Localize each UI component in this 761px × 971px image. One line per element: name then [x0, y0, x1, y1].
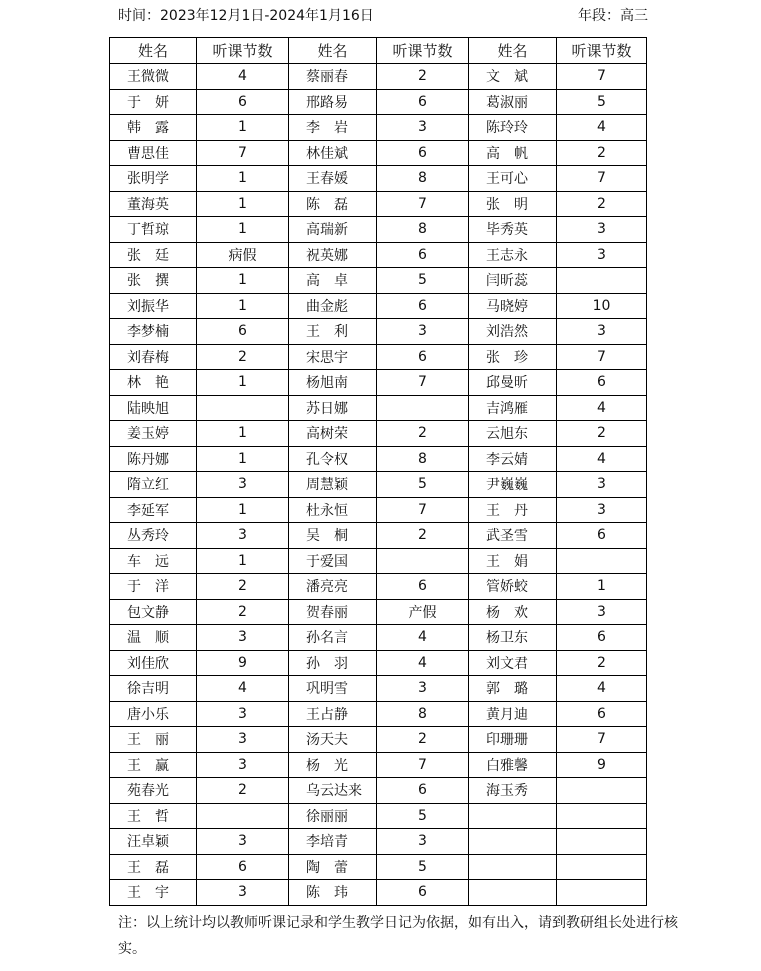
- lesson-count-cell: 3: [197, 472, 289, 498]
- teacher-name-cell: 陆映旭: [110, 395, 197, 421]
- lesson-count-cell: 7: [377, 497, 469, 523]
- lesson-count-cell: 7: [557, 344, 647, 370]
- lesson-count-cell: 3: [197, 523, 289, 549]
- header-name-3: 姓名: [469, 38, 557, 64]
- table-row: [110, 293, 647, 319]
- lesson-count-cell: 3: [557, 242, 647, 268]
- lesson-count-cell: 6: [557, 370, 647, 396]
- lesson-count-cell: 5: [557, 89, 647, 115]
- table-row: [110, 854, 647, 880]
- lesson-count-cell: 1: [197, 548, 289, 574]
- teacher-name-cell: 王 宇: [110, 880, 197, 906]
- table-row: [110, 727, 647, 753]
- teacher-name-cell: 海玉秀: [469, 778, 557, 804]
- header-name-1: 姓名: [110, 38, 197, 64]
- table-row: [110, 64, 647, 90]
- lesson-count-cell: 3: [377, 319, 469, 345]
- lesson-count-cell: 4: [197, 676, 289, 702]
- teacher-name-cell: 张 明: [469, 191, 557, 217]
- teacher-name-cell: 闫昕蕊: [469, 268, 557, 294]
- teacher-name-cell: 印珊珊: [469, 727, 557, 753]
- teacher-name-cell: 王微微: [110, 64, 197, 90]
- table-row: [110, 701, 647, 727]
- teacher-name-cell: 陈丹娜: [110, 446, 197, 472]
- teacher-name-cell: 葛淑丽: [469, 89, 557, 115]
- teacher-name-cell: 邢路易: [289, 89, 377, 115]
- lesson-count-cell: 6: [377, 242, 469, 268]
- lesson-count-cell: 6: [197, 89, 289, 115]
- table-row: [110, 472, 647, 498]
- lesson-count-cell: 3: [377, 676, 469, 702]
- header-count-3: 听课节数: [557, 38, 647, 64]
- teacher-name-cell: 林佳斌: [289, 140, 377, 166]
- lesson-count-cell: 6: [377, 574, 469, 600]
- teacher-name-cell: 董海英: [110, 191, 197, 217]
- table-row: [110, 370, 647, 396]
- teacher-name-cell: 陈 玮: [289, 880, 377, 906]
- lesson-count-cell: 1: [197, 268, 289, 294]
- teacher-name-cell: 刘春梅: [110, 344, 197, 370]
- lesson-count-cell: 7: [377, 191, 469, 217]
- lesson-count-cell: 2: [557, 140, 647, 166]
- teacher-name-cell: 邱曼昕: [469, 370, 557, 396]
- teacher-name-cell: 徐丽丽: [289, 803, 377, 829]
- lesson-count-cell: 6: [197, 854, 289, 880]
- lesson-count-cell: [557, 880, 647, 906]
- lesson-count-cell: 8: [377, 217, 469, 243]
- teacher-name-cell: 唐小乐: [110, 701, 197, 727]
- table-body: [110, 64, 647, 906]
- teacher-name-cell: 张 撰: [110, 268, 197, 294]
- table-row: [110, 574, 647, 600]
- lesson-count-cell: 10: [557, 293, 647, 319]
- lesson-count-cell: 3: [377, 115, 469, 141]
- teacher-name-cell: 尹巍巍: [469, 472, 557, 498]
- teacher-name-cell: 丁哲琼: [110, 217, 197, 243]
- teacher-name-cell: 云旭东: [469, 421, 557, 447]
- table-row: [110, 166, 647, 192]
- lesson-count-cell: 9: [197, 650, 289, 676]
- teacher-name-cell: 李梦楠: [110, 319, 197, 345]
- teacher-name-cell: 武圣雪: [469, 523, 557, 549]
- teacher-name-cell: 王可心: [469, 166, 557, 192]
- lesson-count-cell: 1: [197, 191, 289, 217]
- lesson-count-cell: 2: [377, 523, 469, 549]
- lesson-count-cell: [557, 829, 647, 855]
- table-row: [110, 217, 647, 243]
- teacher-name-cell: 高树荣: [289, 421, 377, 447]
- table-row: [110, 191, 647, 217]
- lesson-count-cell: 4: [197, 64, 289, 90]
- teacher-name-cell: 孙名言: [289, 625, 377, 651]
- table-row: [110, 89, 647, 115]
- teacher-name-cell: 刘文君: [469, 650, 557, 676]
- teacher-name-cell: [469, 854, 557, 880]
- teacher-name-cell: 张明学: [110, 166, 197, 192]
- table-row: [110, 599, 647, 625]
- teacher-name-cell: 宋思宇: [289, 344, 377, 370]
- teacher-name-cell: 杜永恒: [289, 497, 377, 523]
- teacher-name-cell: 蔡丽春: [289, 64, 377, 90]
- lesson-count-cell: [557, 854, 647, 880]
- teacher-name-cell: 贺春丽: [289, 599, 377, 625]
- lesson-count-cell: 7: [377, 752, 469, 778]
- lesson-count-cell: 5: [377, 472, 469, 498]
- teacher-name-cell: 刘浩然: [469, 319, 557, 345]
- lesson-count-cell: 6: [557, 523, 647, 549]
- teacher-name-cell: 吴 桐: [289, 523, 377, 549]
- teacher-name-cell: 于 妍: [110, 89, 197, 115]
- teacher-name-cell: 祝英娜: [289, 242, 377, 268]
- footnote: 注：以上统计均以教师听课记录和学生教学日记为依据，如有出入，请到教研组长处进行核实。: [118, 915, 678, 957]
- teacher-name-cell: 陈 磊: [289, 191, 377, 217]
- lesson-count-cell: [557, 268, 647, 294]
- lesson-count-cell: 2: [197, 778, 289, 804]
- header-name-2: 姓名: [289, 38, 377, 64]
- teacher-name-cell: 汤天夫: [289, 727, 377, 753]
- teacher-name-cell: 曹思佳: [110, 140, 197, 166]
- teacher-name-cell: 孔令权: [289, 446, 377, 472]
- lesson-count-cell: 1: [197, 421, 289, 447]
- attendance-table: [109, 37, 647, 906]
- lesson-count-cell: 3: [197, 701, 289, 727]
- lesson-count-cell: 6: [377, 778, 469, 804]
- teacher-name-cell: 杨卫东: [469, 625, 557, 651]
- header-count-1: 听课节数: [197, 38, 289, 64]
- teacher-name-cell: 高 帆: [469, 140, 557, 166]
- lesson-count-cell: 5: [377, 854, 469, 880]
- lesson-count-cell: 6: [377, 89, 469, 115]
- teacher-name-cell: 乌云达来: [289, 778, 377, 804]
- table-row: [110, 395, 647, 421]
- teacher-name-cell: 温 顺: [110, 625, 197, 651]
- teacher-name-cell: 李 岩: [289, 115, 377, 141]
- lesson-count-cell: 2: [197, 344, 289, 370]
- teacher-name-cell: 李云婧: [469, 446, 557, 472]
- teacher-name-cell: 王 丽: [110, 727, 197, 753]
- table-row: [110, 242, 647, 268]
- lesson-count-cell: 4: [377, 625, 469, 651]
- teacher-name-cell: 杨旭南: [289, 370, 377, 396]
- table-row: [110, 268, 647, 294]
- teacher-name-cell: 王 娟: [469, 548, 557, 574]
- teacher-name-cell: 巩明雪: [289, 676, 377, 702]
- lesson-count-cell: 2: [197, 574, 289, 600]
- teacher-name-cell: [469, 829, 557, 855]
- teacher-name-cell: 姜玉婷: [110, 421, 197, 447]
- lesson-count-cell: 4: [557, 115, 647, 141]
- teacher-name-cell: 陶 蕾: [289, 854, 377, 880]
- lesson-count-cell: 4: [557, 676, 647, 702]
- lesson-count-cell: 7: [197, 140, 289, 166]
- teacher-name-cell: 苑春光: [110, 778, 197, 804]
- teacher-name-cell: 潘亮亮: [289, 574, 377, 600]
- table-row: [110, 319, 647, 345]
- table-row: [110, 880, 647, 906]
- lesson-count-cell: 1: [197, 370, 289, 396]
- lesson-count-cell: 1: [557, 574, 647, 600]
- lesson-count-cell: 1: [197, 217, 289, 243]
- lesson-count-cell: 1: [197, 115, 289, 141]
- lesson-count-cell: 3: [557, 497, 647, 523]
- lesson-count-cell: 2: [557, 191, 647, 217]
- table-row: [110, 523, 647, 549]
- header-count-2: 听课节数: [377, 38, 469, 64]
- lesson-count-cell: 7: [557, 727, 647, 753]
- teacher-name-cell: 王志永: [469, 242, 557, 268]
- lesson-count-cell: 5: [377, 268, 469, 294]
- lesson-count-cell: 3: [197, 829, 289, 855]
- lesson-count-cell: 3: [557, 472, 647, 498]
- teacher-name-cell: 白雅馨: [469, 752, 557, 778]
- lesson-count-cell: 4: [557, 446, 647, 472]
- teacher-name-cell: 丛秀玲: [110, 523, 197, 549]
- lesson-count-cell: 病假: [197, 242, 289, 268]
- lesson-count-cell: 3: [197, 752, 289, 778]
- lesson-count-cell: 6: [377, 880, 469, 906]
- teacher-name-cell: 陈玲玲: [469, 115, 557, 141]
- teacher-name-cell: 文 斌: [469, 64, 557, 90]
- teacher-name-cell: 王 哲: [110, 803, 197, 829]
- table-row: [110, 803, 647, 829]
- table-row: [110, 548, 647, 574]
- grade-label: 年段：高三: [578, 8, 648, 24]
- lesson-count-cell: 7: [557, 166, 647, 192]
- lesson-count-cell: 4: [557, 395, 647, 421]
- teacher-name-cell: 李延军: [110, 497, 197, 523]
- teacher-name-cell: 车 远: [110, 548, 197, 574]
- lesson-count-cell: 6: [197, 319, 289, 345]
- teacher-name-cell: [469, 803, 557, 829]
- lesson-count-cell: 3: [557, 217, 647, 243]
- teacher-name-cell: 杨 光: [289, 752, 377, 778]
- teacher-name-cell: 王春媛: [289, 166, 377, 192]
- teacher-name-cell: 王 利: [289, 319, 377, 345]
- teacher-name-cell: 汪卓颖: [110, 829, 197, 855]
- lesson-count-cell: 2: [197, 599, 289, 625]
- teacher-name-cell: 于爱国: [289, 548, 377, 574]
- lesson-count-cell: 6: [557, 625, 647, 651]
- lesson-count-cell: 6: [377, 293, 469, 319]
- lesson-count-cell: 2: [377, 421, 469, 447]
- teacher-name-cell: 包文静: [110, 599, 197, 625]
- teacher-name-cell: [469, 880, 557, 906]
- teacher-name-cell: 徐吉明: [110, 676, 197, 702]
- lesson-count-cell: 8: [377, 701, 469, 727]
- lesson-count-cell: 1: [197, 497, 289, 523]
- lesson-count-cell: [557, 548, 647, 574]
- teacher-name-cell: 马晓婷: [469, 293, 557, 319]
- table-row: [110, 676, 647, 702]
- teacher-name-cell: 王 丹: [469, 497, 557, 523]
- table-row: [110, 625, 647, 651]
- table-row: [110, 778, 647, 804]
- teacher-name-cell: 苏日娜: [289, 395, 377, 421]
- lesson-count-cell: [557, 778, 647, 804]
- lesson-count-cell: 3: [557, 599, 647, 625]
- lesson-count-cell: 8: [377, 166, 469, 192]
- teacher-name-cell: 孙 羽: [289, 650, 377, 676]
- teacher-name-cell: 高 卓: [289, 268, 377, 294]
- table-row: [110, 421, 647, 447]
- teacher-name-cell: 王占静: [289, 701, 377, 727]
- date-range: 时间：2023年12月1日-2024年1月16日: [118, 8, 374, 24]
- table-row: [110, 497, 647, 523]
- teacher-name-cell: 毕秀英: [469, 217, 557, 243]
- teacher-name-cell: 刘振华: [110, 293, 197, 319]
- lesson-count-cell: 3: [197, 625, 289, 651]
- teacher-name-cell: 杨 欢: [469, 599, 557, 625]
- lesson-count-cell: 5: [377, 803, 469, 829]
- table-row: [110, 650, 647, 676]
- teacher-name-cell: 曲金彪: [289, 293, 377, 319]
- lesson-count-cell: 1: [197, 446, 289, 472]
- table-header-row: [110, 38, 647, 64]
- teacher-name-cell: 张 廷: [110, 242, 197, 268]
- lesson-count-cell: 3: [197, 880, 289, 906]
- teacher-name-cell: 高瑞新: [289, 217, 377, 243]
- table-row: [110, 115, 647, 141]
- lesson-count-cell: 6: [377, 140, 469, 166]
- teacher-name-cell: 张 珍: [469, 344, 557, 370]
- teacher-name-cell: 黄月迪: [469, 701, 557, 727]
- table-row: [110, 752, 647, 778]
- teacher-name-cell: 隋立红: [110, 472, 197, 498]
- lesson-count-cell: [377, 548, 469, 574]
- lesson-count-cell: 2: [557, 650, 647, 676]
- lesson-count-cell: 7: [377, 370, 469, 396]
- lesson-count-cell: 2: [377, 727, 469, 753]
- lesson-count-cell: [557, 803, 647, 829]
- teacher-name-cell: 韩 露: [110, 115, 197, 141]
- lesson-count-cell: 6: [377, 344, 469, 370]
- teacher-name-cell: 郭 璐: [469, 676, 557, 702]
- teacher-name-cell: 管娇蛟: [469, 574, 557, 600]
- lesson-count-cell: [197, 803, 289, 829]
- table-row: [110, 344, 647, 370]
- lesson-count-cell: 7: [557, 64, 647, 90]
- table-row: [110, 829, 647, 855]
- teacher-name-cell: 王 磊: [110, 854, 197, 880]
- lesson-count-cell: [377, 395, 469, 421]
- lesson-count-cell: 1: [197, 166, 289, 192]
- lesson-count-cell: 1: [197, 293, 289, 319]
- lesson-count-cell: [197, 395, 289, 421]
- teacher-name-cell: 周慧颖: [289, 472, 377, 498]
- teacher-name-cell: 林 艳: [110, 370, 197, 396]
- teacher-name-cell: 李培青: [289, 829, 377, 855]
- lesson-count-cell: 3: [557, 319, 647, 345]
- teacher-name-cell: 刘佳欣: [110, 650, 197, 676]
- teacher-name-cell: 于 洋: [110, 574, 197, 600]
- lesson-count-cell: 9: [557, 752, 647, 778]
- lesson-count-cell: 3: [377, 829, 469, 855]
- lesson-count-cell: 2: [377, 64, 469, 90]
- lesson-count-cell: 3: [197, 727, 289, 753]
- lesson-count-cell: 6: [557, 701, 647, 727]
- teacher-name-cell: 吉鸿雁: [469, 395, 557, 421]
- table-row: [110, 446, 647, 472]
- lesson-count-cell: 产假: [377, 599, 469, 625]
- document-header: [118, 5, 648, 27]
- lesson-count-cell: 4: [377, 650, 469, 676]
- lesson-count-cell: 2: [557, 421, 647, 447]
- teacher-name-cell: 王 赢: [110, 752, 197, 778]
- table-row: [110, 140, 647, 166]
- lesson-count-cell: 8: [377, 446, 469, 472]
